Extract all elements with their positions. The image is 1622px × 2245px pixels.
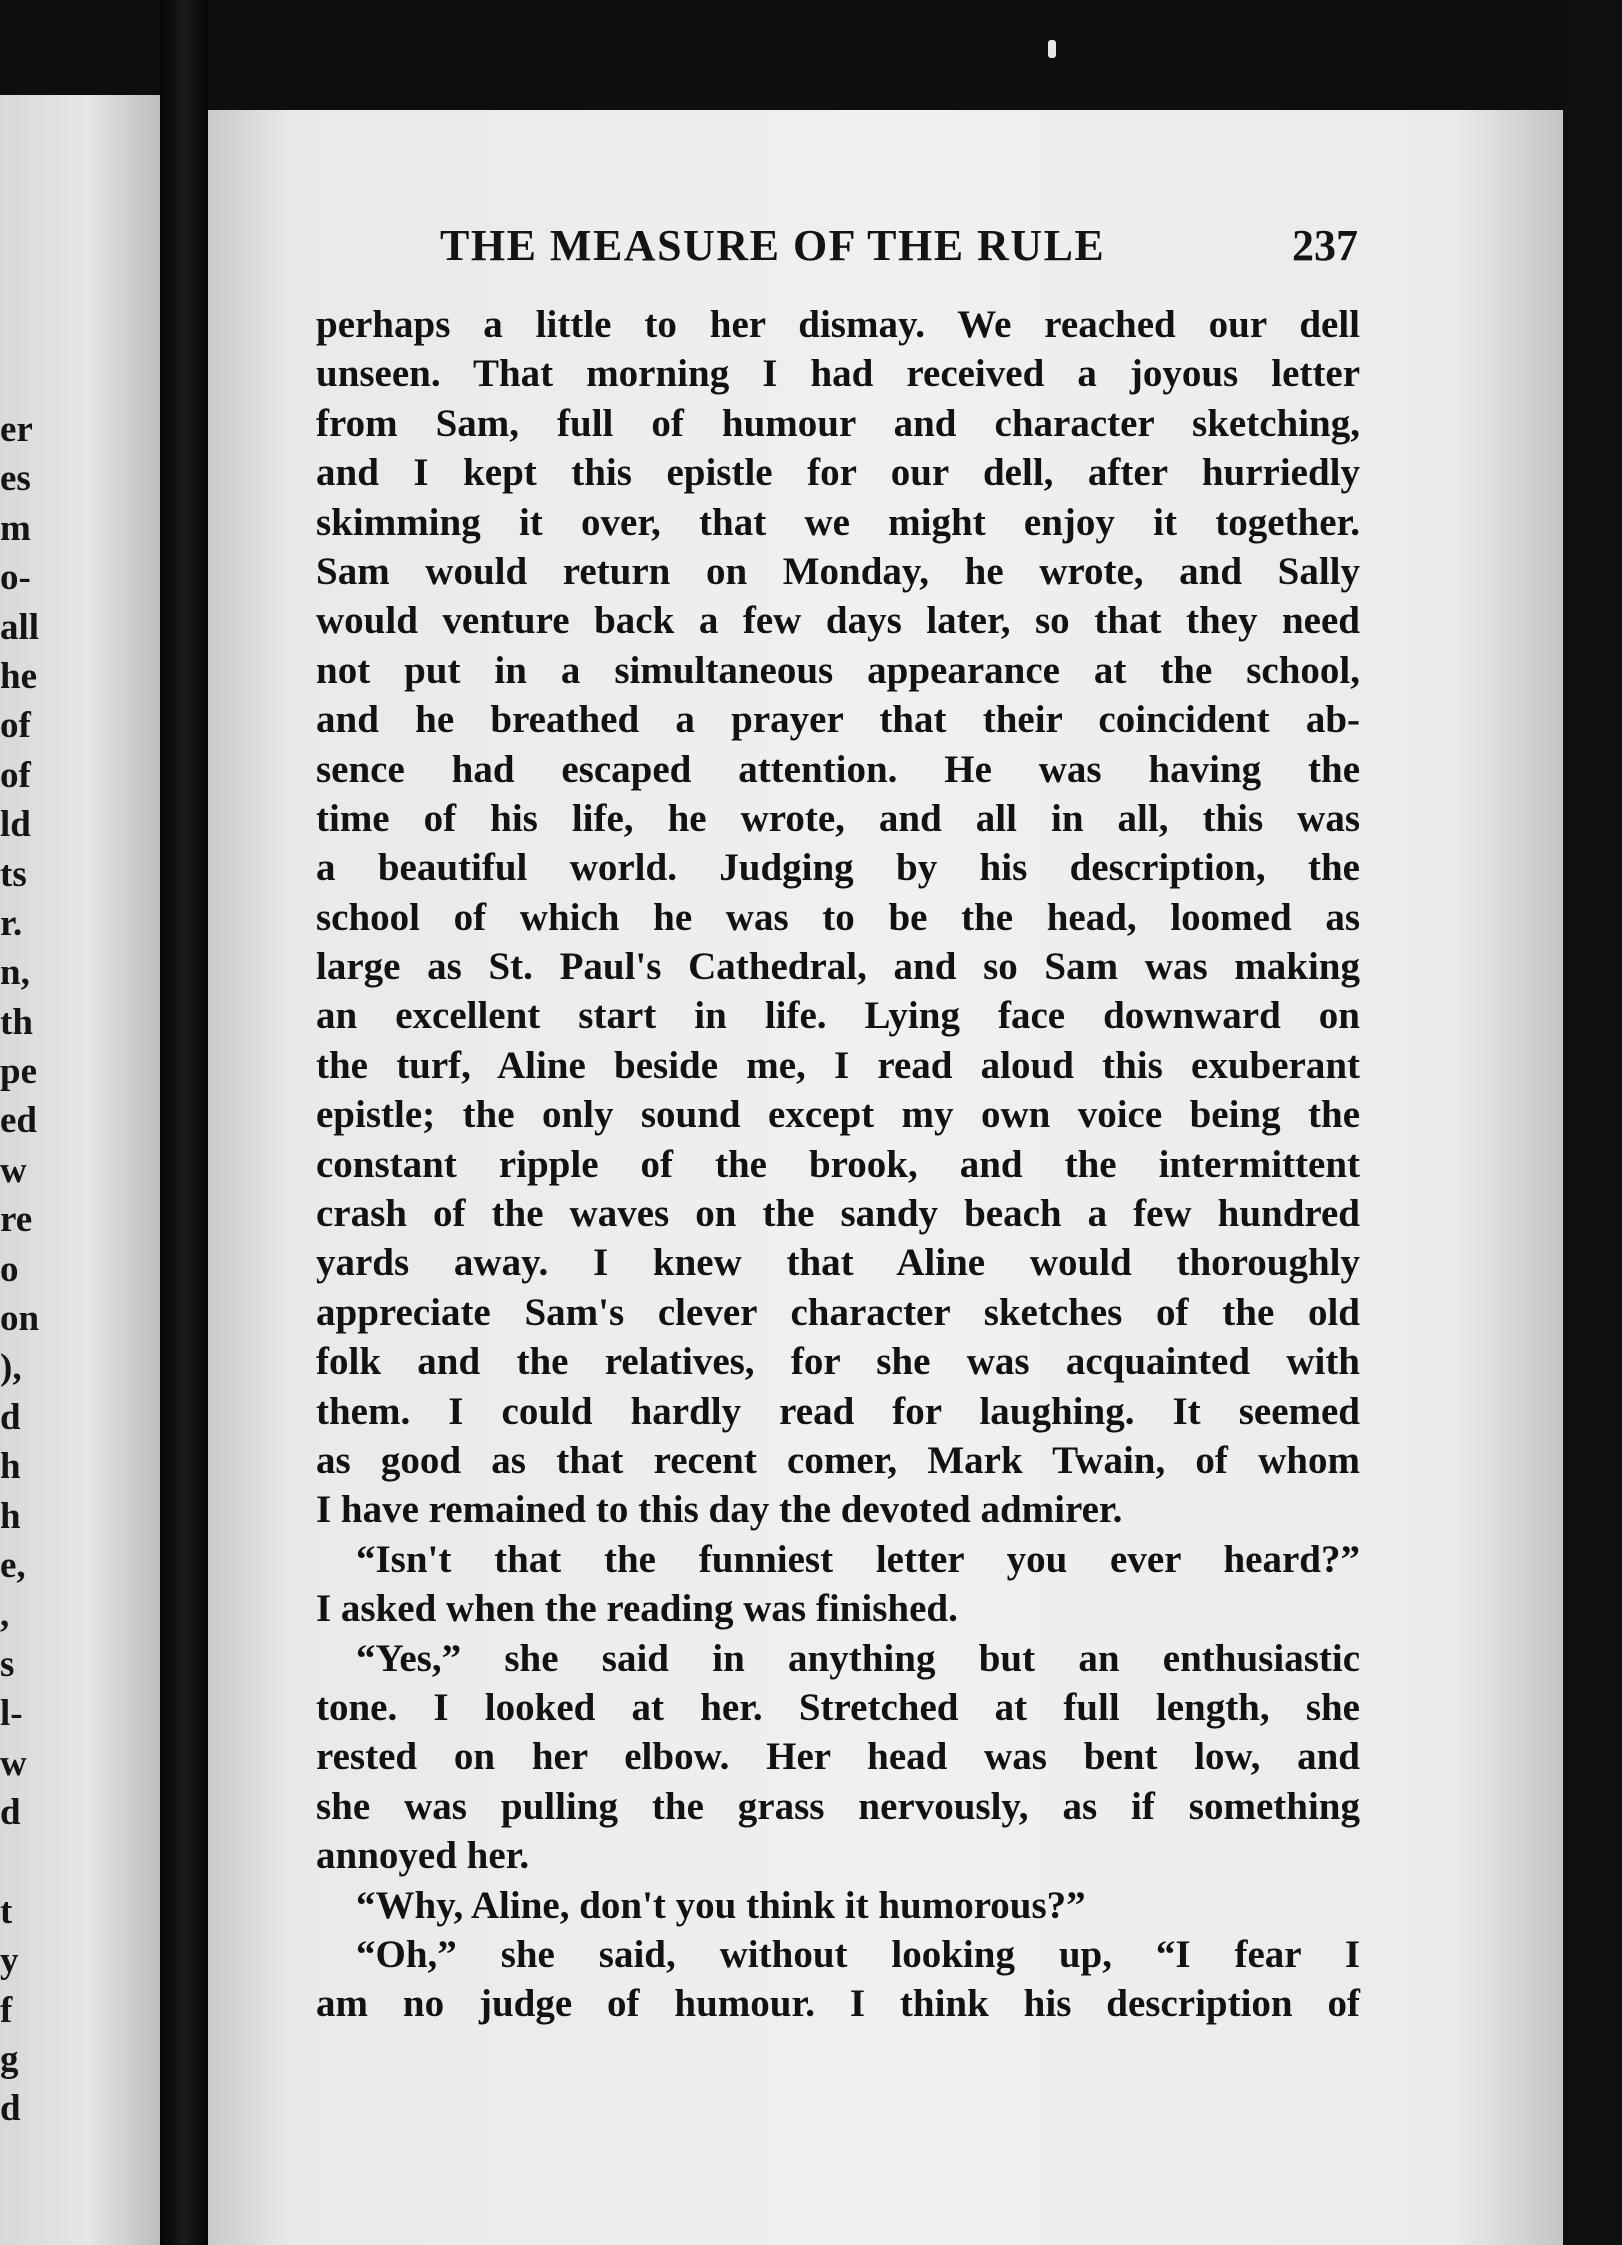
- text-line: skimming it over, that we might enjoy it together.: [316, 500, 1360, 544]
- left-fragment: t: [0, 1890, 13, 1932]
- text-line: folk and the relatives, for she was acquainted with: [316, 1340, 1360, 1384]
- body-text: [316, 300, 1360, 2029]
- left-fragment: y: [0, 1940, 19, 1982]
- left-fragment: d: [0, 1791, 21, 1833]
- text-line: “Isn't that the funniest letter you ever heard?”: [356, 1537, 1360, 1581]
- left-fragment: ed: [0, 1100, 37, 1142]
- scan-speck: [1048, 40, 1056, 58]
- left-fragment: g: [0, 2038, 19, 2080]
- text-line: them. I could hardly read for laughing. It seemed: [316, 1389, 1360, 1433]
- text-line: I have remained to this day the devoted admirer.: [316, 1488, 1123, 1532]
- text-line: annoyed her.: [316, 1834, 530, 1878]
- text-line: constant ripple of the brook, and the intermittent: [316, 1142, 1360, 1186]
- text-line: the turf, Aline beside me, I read aloud this exuberant: [316, 1043, 1360, 1087]
- left-fragment: h: [0, 1446, 21, 1488]
- left-fragment: d: [0, 2088, 21, 2130]
- text-line: I asked when the reading was finished.: [316, 1587, 958, 1631]
- left-fragment: er: [0, 409, 33, 450]
- text-line: rested on her elbow. Her head was bent low, and: [316, 1735, 1360, 1779]
- left-fragment: w: [0, 1742, 27, 1784]
- text-line: tone. I looked at her. Stretched at full length, she: [316, 1685, 1360, 1729]
- left-fragment: o-: [0, 557, 31, 599]
- text-line: an excellent start in life. Lying face downward on: [316, 994, 1360, 1038]
- left-fragment: s: [0, 1643, 15, 1685]
- left-fragment: f: [0, 1989, 13, 2031]
- text-line: would venture back a few days later, so that they need: [316, 599, 1360, 643]
- left-fragment: th: [0, 1001, 33, 1043]
- scan-right-edge: [1563, 0, 1622, 2245]
- text-line: from Sam, full of humour and character sketching,: [316, 401, 1360, 445]
- left-page: [0, 95, 160, 2245]
- running-head: [440, 220, 1358, 280]
- left-fragment: m: [0, 507, 31, 549]
- left-fragment: e,: [0, 1544, 26, 1586]
- text-line: school of which he was to be the head, loomed as: [316, 895, 1360, 939]
- text-line: a beautiful world. Judging by his description, the: [316, 846, 1360, 890]
- book-gutter: [160, 0, 208, 2245]
- left-page-text-fragments: [0, 405, 40, 2134]
- running-head-title: THE MEASURE OF THE RULE: [440, 221, 1106, 270]
- left-fragment: r.: [0, 902, 23, 944]
- left-fragment: o: [0, 1248, 19, 1290]
- text-line: and I kept this epistle for our dell, after hurriedly: [316, 451, 1360, 495]
- left-fragment: ts: [0, 853, 27, 895]
- left-fragment: [0, 1837, 40, 1886]
- text-line: am no judge of humour. I think his description of: [316, 1982, 1360, 2026]
- left-fragment: re: [0, 1199, 33, 1241]
- left-fragment: of: [0, 705, 31, 747]
- page-number: 237: [1292, 221, 1358, 270]
- left-fragment: all: [0, 606, 40, 648]
- text-line: appreciate Sam's clever character sketches of the old: [316, 1290, 1360, 1334]
- left-fragment: w: [0, 1149, 27, 1191]
- left-fragment: l-: [0, 1693, 23, 1735]
- left-fragment: on: [0, 1298, 40, 1340]
- left-fragment: ,: [0, 1594, 10, 1636]
- left-fragment: d: [0, 1396, 21, 1438]
- text-line: yards away. I knew that Aline would thoroughly: [316, 1241, 1360, 1285]
- left-fragment: ld: [0, 804, 31, 846]
- text-line: crash of the waves on the sandy beach a few hundred: [316, 1192, 1360, 1236]
- left-fragment: h: [0, 1495, 21, 1537]
- text-line: not put in a simultaneous appearance at the school,: [316, 648, 1360, 692]
- text-line: “Why, Aline, don't you think it humorous?”: [356, 1883, 1086, 1927]
- left-fragment: n,: [0, 952, 30, 994]
- left-fragment: he: [0, 655, 37, 697]
- text-line: “Yes,” she said in anything but an enthusiastic: [356, 1636, 1360, 1680]
- text-line: Sam would return on Monday, he wrote, and Sally: [316, 549, 1360, 593]
- text-line: large as St. Paul's Cathedral, and so Sam was making: [316, 945, 1360, 989]
- text-line: epistle; the only sound except my own voice being the: [316, 1093, 1360, 1137]
- left-fragment: of: [0, 754, 31, 796]
- text-line: perhaps a little to her dismay. We reached our dell: [316, 303, 1360, 346]
- left-fragment: pe: [0, 1051, 37, 1093]
- left-fragment: ),: [0, 1347, 22, 1389]
- text-line: she was pulling the grass nervously, as if something: [316, 1784, 1360, 1828]
- text-line: “Oh,” she said, without looking up, “I fear I: [356, 1932, 1360, 1976]
- left-fragment: es: [0, 458, 31, 500]
- text-line: time of his life, he wrote, and all in all, this was: [316, 796, 1360, 840]
- text-line: sence had escaped attention. He was having the: [316, 747, 1360, 791]
- text-line: unseen. That morning I had received a joyous letter: [316, 352, 1360, 396]
- text-line: and he breathed a prayer that their coincident ab-: [316, 698, 1360, 742]
- text-line: as good as that recent comer, Mark Twain, of whom: [316, 1438, 1360, 1482]
